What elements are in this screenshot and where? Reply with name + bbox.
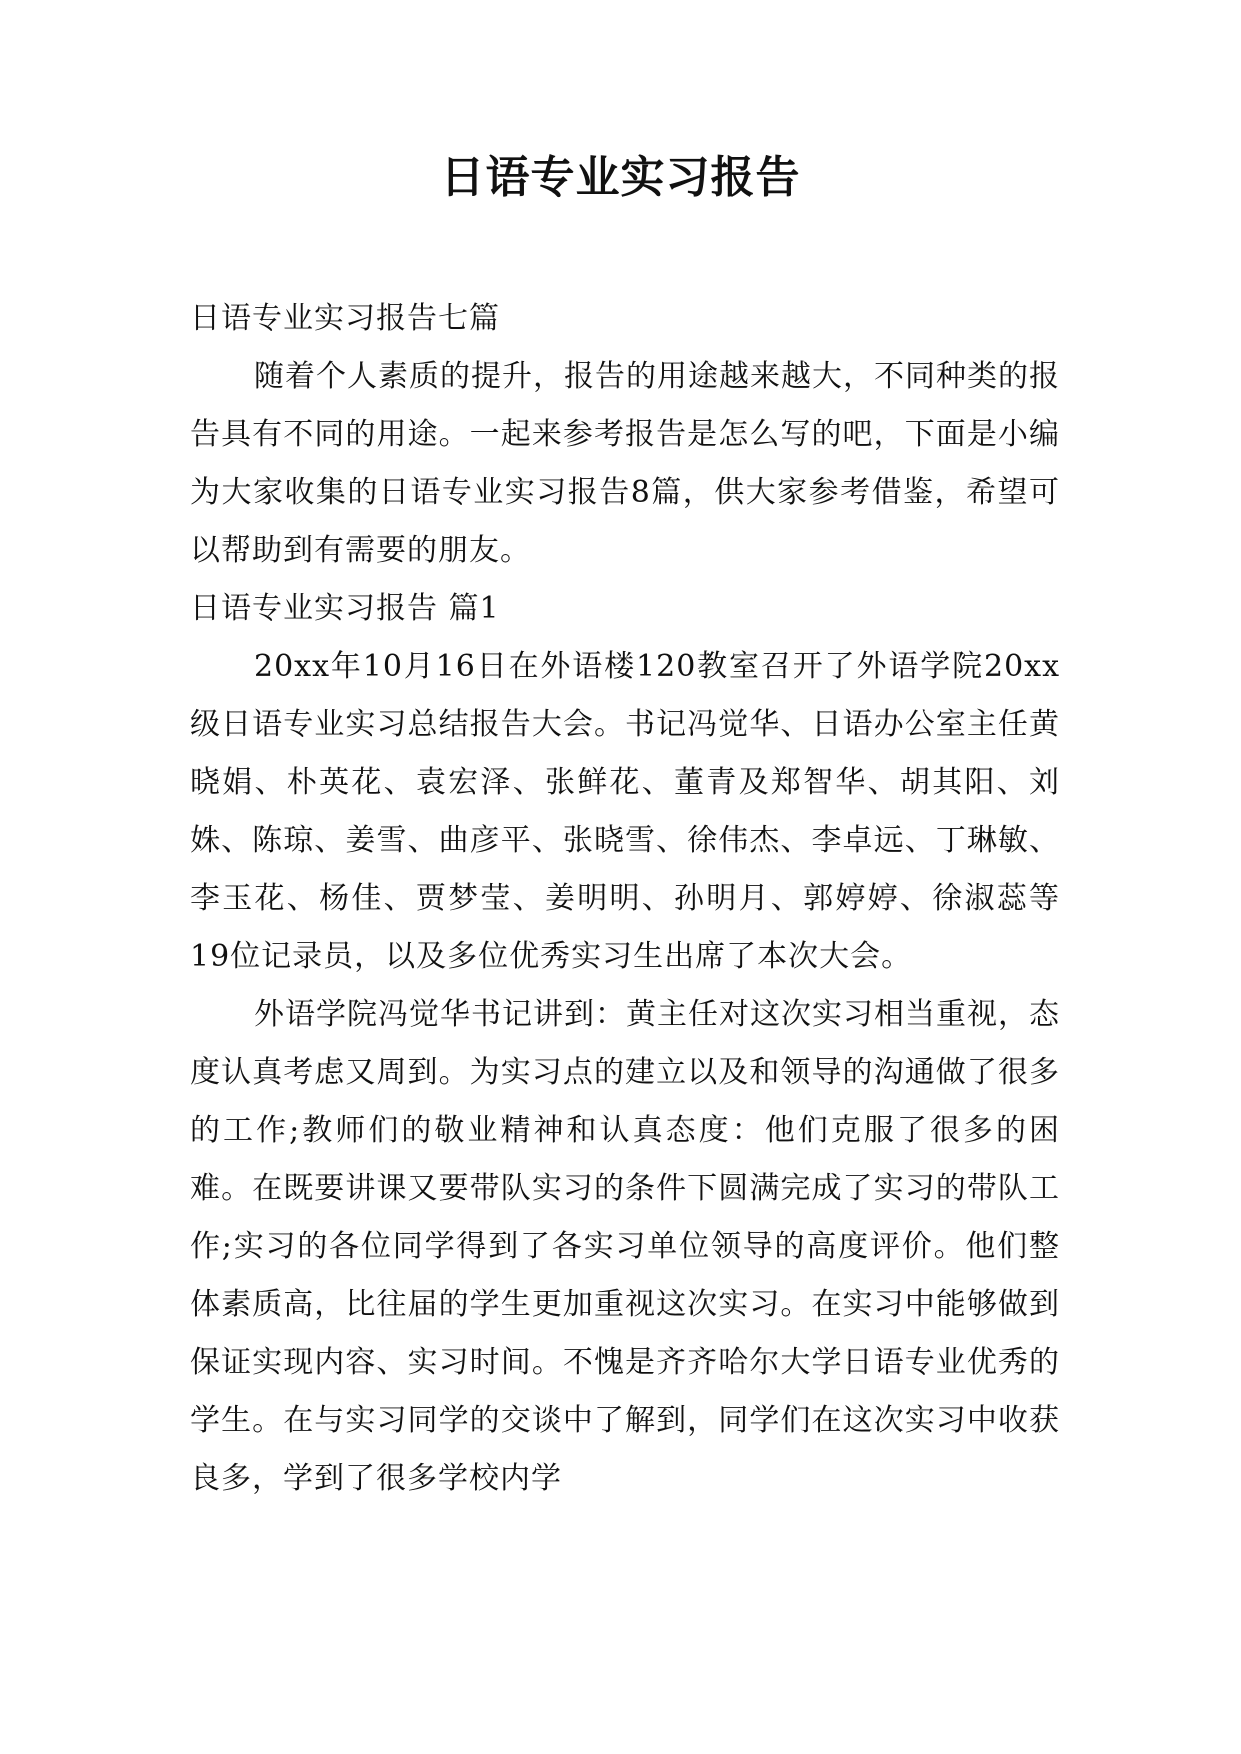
intro-paragraph: 随着个人素质的提升，报告的用途越来越大，不同种类的报告具有不同的用途。一起来参考报告是怎么写的吧，下面是小编为大家收集的日语专业实习报告8篇，供大家参考借鉴，希望可以帮助到有需要的朋友。 bbox=[190, 359, 1060, 568]
document-subtitle: 日语专业实习报告七篇 bbox=[190, 301, 500, 336]
body-paragraph: 20xx年10月16日在外语楼120教室召开了外语学院20xx级日语专业实习总结报告大会。书记冯觉华、日语办公室主任黄晓娟、朴英花、袁宏泽、张鲜花、董青及郑智华、胡其阳、刘姝、陈琼、姜雪、曲彦平、张晓雪、徐伟杰、李卓远、丁琳敏、李玉花、杨佳、贾梦莹、姜明明、孙明月、郭婷婷、徐淑蕊等19位记录员，以及多位优秀实习生出席了本次大会。 bbox=[190, 649, 1060, 974]
section-heading: 日语专业实习报告 篇1 bbox=[190, 591, 500, 626]
body-paragraph: 外语学院冯觉华书记讲到：黄主任对这次实习相当重视，态度认真考虑又周到。为实习点的建立以及和领导的沟通做了很多的工作;教师们的敬业精神和认真态度：他们克服了很多的困难。在既要讲课又要带队实习的条件下圆满完成了实习的带队工作;实习的各位同学得到了各实习单位领导的高度评价。他们整体素质高，比往届的学生更加重视这次实习。在实习中能够做到保证实现内容、实习时间。不愧是齐齐哈尔大学日语专业优秀的学生。在与实习同学的交谈中了解到，同学们在这次实习中收获良多，学到了很多学校内学 bbox=[190, 997, 1060, 1496]
document-body bbox=[190, 290, 1060, 1508]
document-title: 日语专业实习报告 bbox=[440, 152, 801, 203]
